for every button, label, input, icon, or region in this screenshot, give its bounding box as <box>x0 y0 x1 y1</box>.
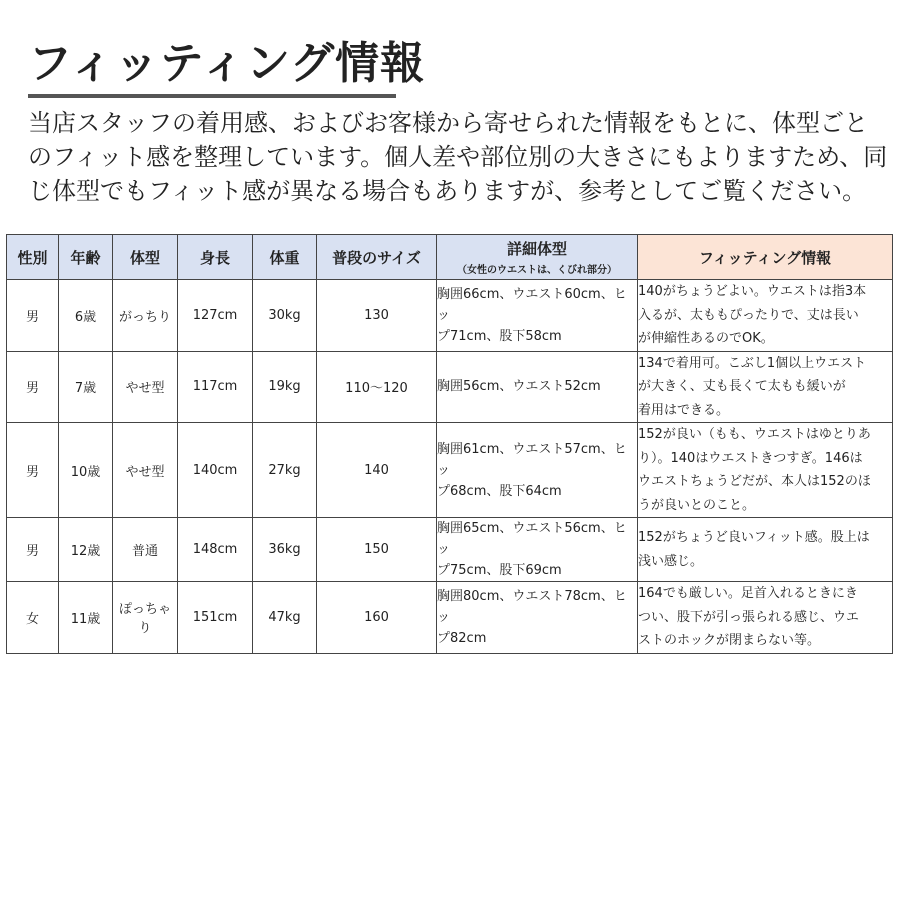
header-height: 身長 <box>178 235 253 280</box>
fitting-line: ストのホックが閉まらない等。 <box>638 633 821 648</box>
fitting-line: り）。140はウエストきつすぎ。146は <box>638 450 863 466</box>
cell-body-type: やせ型 <box>113 423 178 518</box>
cell-age: 7歳 <box>59 351 113 423</box>
cell-fitting <box>638 351 893 423</box>
cell-gender: 男 <box>7 423 59 518</box>
cell-gender: 男 <box>7 280 59 352</box>
table-header-row <box>7 235 893 280</box>
cell-age: 6歳 <box>59 280 113 352</box>
cell-fitting <box>638 280 893 352</box>
header-detail-note: （女性のウエストは、くびれ部分） <box>457 265 617 276</box>
header-gender: 性別 <box>7 235 59 280</box>
cell-height: 140cm <box>178 423 253 518</box>
intro-line: 当店スタッフの着用感、およびお客様から寄せられた情報をもとに、体型ごと <box>28 109 868 137</box>
table-row <box>7 423 893 518</box>
fitting-line: 152が良い（もも、ウエストはゆとりあ <box>638 427 871 442</box>
cell-gender: 男 <box>7 351 59 423</box>
intro-line: じ体型でもフィット感が異なる場合もありますが、参考としてご覧ください。 <box>28 177 867 205</box>
cell-weight: 27kg <box>253 423 317 518</box>
cell-body-type: がっちり <box>113 280 178 352</box>
cell-usual-size: 160 <box>317 582 437 654</box>
header-weight: 体重 <box>253 235 317 280</box>
cell-height: 117cm <box>178 351 253 423</box>
fitting-line: 入るが、太ももぴったりで、丈は長い <box>638 307 859 323</box>
cell-weight: 19kg <box>253 351 317 423</box>
header-detail-label: 詳細体型 <box>506 240 567 258</box>
detail-line: プ82cm <box>437 630 487 646</box>
detail-line: 胸囲61cm、ウエスト57cm、ヒッ <box>437 441 627 478</box>
fitting-line: 浅い感じ。 <box>638 553 704 569</box>
cell-body-type: 普通 <box>113 518 178 582</box>
cell-detail <box>437 518 638 582</box>
fitting-line: 140がちょうどよい。ウエストは指3本 <box>638 284 867 299</box>
cell-fitting <box>638 518 893 582</box>
header-detail <box>437 235 638 280</box>
intro-paragraph <box>28 106 888 208</box>
table-row <box>7 518 893 582</box>
cell-usual-size: 140 <box>317 423 437 518</box>
cell-usual-size: 110～120 <box>317 351 437 423</box>
header-fitting: フィッティング情報 <box>638 235 893 280</box>
intro-line: のフィット感を整理しています。個人差や部位別の大きさにもよりますため、同 <box>28 143 888 171</box>
fitting-line: 164でも厳しい。足首入れるときにき <box>638 586 858 601</box>
cell-detail <box>437 423 638 518</box>
cell-weight: 36kg <box>253 518 317 582</box>
detail-line: 胸囲65cm、ウエスト56cm、ヒッ <box>437 521 627 557</box>
fitting-line: 着用はできる。 <box>638 402 730 418</box>
table-row <box>7 280 893 352</box>
fitting-line: 134で着用可。こぶし1個以上ウエスト <box>638 355 867 371</box>
cell-body-type: ぽっちゃり <box>113 582 178 654</box>
title-underline <box>28 94 396 98</box>
cell-age: 11歳 <box>59 582 113 654</box>
cell-usual-size: 130 <box>317 280 437 352</box>
header-body-type: 体型 <box>113 235 178 280</box>
cell-age: 10歳 <box>59 423 113 518</box>
detail-line: プ75cm、股下69cm <box>437 563 562 578</box>
cell-gender: 男 <box>7 518 59 582</box>
header-age: 年齢 <box>59 235 113 280</box>
fitting-table <box>6 234 893 654</box>
cell-gender: 女 <box>7 582 59 654</box>
cell-usual-size: 150 <box>317 518 437 582</box>
cell-weight: 47kg <box>253 582 317 654</box>
cell-height: 127cm <box>178 280 253 352</box>
detail-line: 胸囲56cm、ウエスト52cm <box>437 379 601 395</box>
detail-line: 胸囲66cm、ウエスト60cm、ヒッ <box>437 286 627 323</box>
cell-body-type: やせ型 <box>113 351 178 423</box>
header-usual-size: 普段のサイズ <box>317 235 437 280</box>
fitting-line: が伸縮性あるのでOK。 <box>638 331 774 346</box>
table-row <box>7 351 893 423</box>
detail-line: プ71cm、股下58cm <box>437 328 562 344</box>
cell-detail <box>437 351 638 423</box>
page-title: フィッティング情報 <box>28 38 426 89</box>
fitting-line: うが良いとのこと。 <box>638 497 756 513</box>
detail-line: 胸囲80cm、ウエスト78cm、ヒッ <box>437 588 627 625</box>
fitting-line: つい、股下が引っ張られる感じ、ウエ <box>638 609 860 625</box>
cell-age: 12歳 <box>59 518 113 582</box>
cell-fitting <box>638 582 893 654</box>
fitting-line: が大きく、丈も長くて太もも緩いが <box>638 379 846 394</box>
cell-detail <box>437 280 638 352</box>
title-block <box>28 36 425 92</box>
fitting-line: 152がちょうど良いフィット感。股上は <box>638 530 870 545</box>
table-row <box>7 582 893 654</box>
fitting-line: ウエストちょうどだが、本人は152のほ <box>638 474 871 489</box>
cell-detail <box>437 582 638 654</box>
cell-weight: 30kg <box>253 280 317 352</box>
cell-height: 151cm <box>178 582 253 654</box>
cell-fitting <box>638 423 893 518</box>
cell-height: 148cm <box>178 518 253 582</box>
detail-line: プ68cm、股下64cm <box>437 483 562 499</box>
